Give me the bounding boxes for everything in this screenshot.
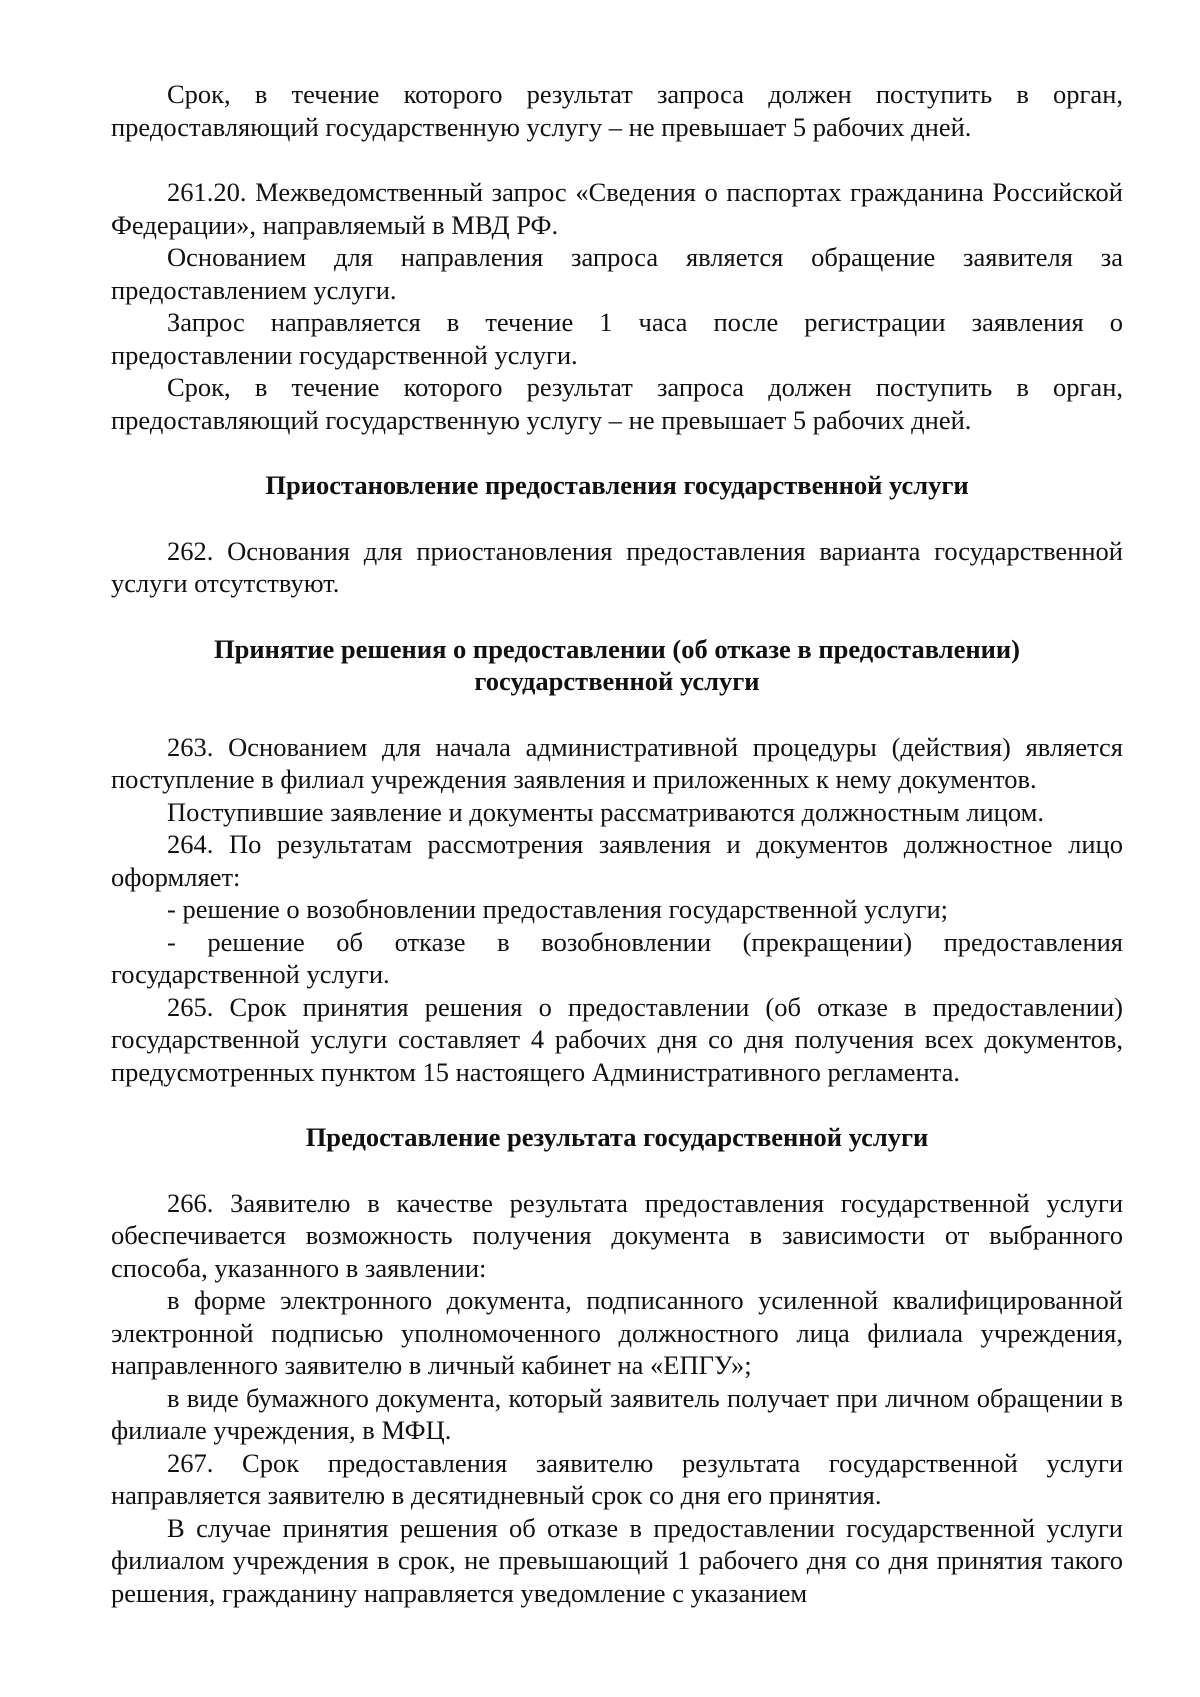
paragraph: Запрос направляется в течение 1 часа после регистрации заявления о предоставлении государственной услуги.	[111, 307, 1123, 370]
section-heading: Предоставление результата государственной услуги	[305, 1122, 929, 1152]
paragraph: 262. Основания для приостановления предоставления варианта государственной услуги отсутствуют.	[111, 535, 1123, 598]
spacer	[111, 143, 1123, 176]
section-heading-line-2: государственной услуги	[474, 666, 760, 696]
paragraph: Срок, в течение которого результат запроса должен поступить в орган, предоставляющий государственную услугу – не превышает 5 рабочих дней.	[111, 79, 1123, 142]
list-item: в форме электронного документа, подписанного усиленной квалифицированной электронной подписью уполномоченного должностного лица филиала учреждения, направленного заявителю в личный кабинет на «ЕПГУ»;	[111, 1285, 1123, 1380]
paragraph: 266. Заявителю в качестве результата предоставления государственной услуги обеспечивается возможность получения документа в зависимости от выбранного способа, указанного в заявлении:	[111, 1187, 1123, 1283]
paragraph: Основанием для направления запроса является обращение заявителя за предоставлением услуги.	[111, 242, 1123, 305]
spacer	[111, 1088, 1123, 1121]
paragraph: 265. Срок принятия решения о предоставлении (об отказе в предоставлении) государственной услуги составляет 4 рабочих дня со дня получения всех документов, предусмотренных пунктом 15 настоящего Административного регламента.	[111, 991, 1123, 1087]
paragraph: 267. Срок предоставления заявителю результата государственной услуги направляется заявителю в десятидневный срок со дня его принятия.	[111, 1447, 1123, 1510]
list-item: - решение о возобновлении предоставления государственной услуги;	[167, 894, 949, 924]
paragraph: 264. По результатам рассмотрения заявления и документов должностное лицо оформляет:	[111, 829, 1123, 892]
paragraph: 263. Основанием для начала административной процедуры (действия) является поступление в филиал учреждения заявления и приложенных к нему документов.	[111, 731, 1123, 794]
document-page	[111, 78, 1123, 1609]
spacer	[111, 698, 1123, 731]
spacer	[111, 600, 1123, 633]
paragraph: Поступившие заявление и документы рассматриваются должностным лицом.	[167, 796, 1044, 827]
paragraph: В случае принятия решения об отказе в предоставлении государственной услуги филиалом учреждения в срок, не превышающий 1 рабочего дня со дня принятия такого решения, гражданину направляется уведомление с указанием	[111, 1512, 1123, 1608]
section-heading: Приостановление предоставления государственной услуги	[265, 470, 969, 500]
paragraph: Срок, в течение которого результат запроса должен поступить в орган, предоставляющий государственную услугу – не превышает 5 рабочих дней.	[111, 372, 1123, 435]
list-item: в виде бумажного документа, который заявитель получает при личном обращении в филиале учреждения, в МФЦ.	[111, 1382, 1123, 1445]
spacer	[111, 436, 1123, 469]
list-item: - решение об отказе в возобновлении (прекращении) предоставления государственной услуги.	[111, 926, 1123, 989]
spacer	[111, 1154, 1123, 1187]
section-heading: Принятие решения о предоставлении (об отказе в предоставлении)	[214, 633, 1020, 664]
paragraph: 261.20. Межведомственный запрос «Сведения о паспортах гражданина Российской Федерации», направляемый в МВД РФ.	[111, 177, 1123, 240]
spacer	[111, 502, 1123, 535]
